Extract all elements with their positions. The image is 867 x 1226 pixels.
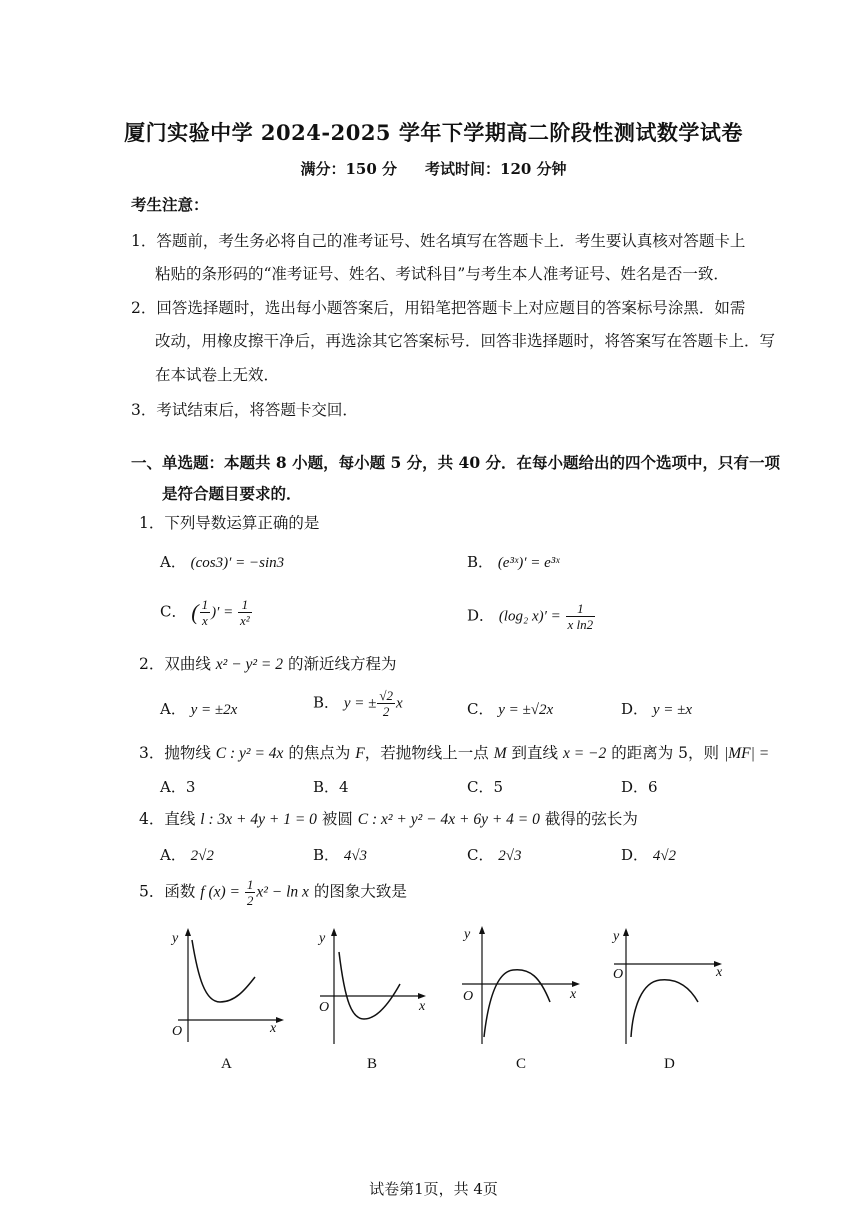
notice-item: 在本试卷上无效．	[155, 366, 280, 384]
notice-item: 1．答题前，考生务必将自己的准考证号、姓名填写在答题卡上．考生要认真核对答题卡上	[131, 232, 746, 250]
option-label: B．	[467, 553, 494, 571]
q3-option-b: B．4	[313, 778, 349, 796]
notice-item: 2．回答选择题时，选出每小题答案后，用铅笔把答题卡上对应题目的答案标号涂黑．如需	[131, 299, 746, 317]
exam-info	[0, 158, 867, 179]
q4-stem: 4．直线 l : 3x + 4y + 1 = 0 被圆 C : x² + y² − 4x + 6y + 4 = 0 截得的弦长为	[139, 810, 638, 828]
q3-option-a: A．3	[160, 778, 196, 796]
fraction: $\frac{1}{\text{x ln2}}$	[567, 601, 594, 632]
q2-option-b: B． y = ± $\frac{√2}{2}$ x	[313, 688, 403, 719]
axis-y-label: y	[319, 931, 326, 946]
q4-option-c: C． 2√3	[467, 846, 522, 864]
q1-option-a	[160, 551, 284, 572]
section-heading-cont: 是符合题目要求的．	[162, 484, 302, 503]
q2-option-c: C． y = ±√2x	[467, 700, 554, 718]
axis-x-label: x	[419, 999, 426, 1014]
exam-title: 厦门实验中学 2024-2025 学年下学期高二阶段性测试数学试卷	[124, 120, 743, 145]
q2-option-d: D． y = ±x	[621, 700, 692, 718]
axis-x-label: x	[716, 965, 723, 980]
notice-item: 改动，用橡皮擦干净后，再选涂其它答案标号．回答非选择题时，将答案写在答题卡上．写	[155, 332, 776, 350]
axis-y-label: y	[464, 927, 471, 942]
option-label: A．	[160, 553, 186, 571]
q1-stem: 1．下列导数运算正确的是	[139, 514, 320, 532]
q4-option-d: D． 4√2	[621, 846, 677, 864]
origin-label: O	[463, 989, 474, 1004]
graph-label-c: C	[516, 1056, 527, 1072]
section-heading: 一、单选题：本题共 8 小题，每小题 5 分，共 40 分．在每小题给出的四个选项中，只有一项	[131, 453, 781, 472]
fraction: $\frac{1}{x}$	[201, 597, 209, 628]
origin-label: O	[319, 1000, 330, 1015]
graph-label-d: D	[664, 1056, 675, 1072]
axis-x-label: x	[270, 1021, 277, 1036]
graph-c	[458, 922, 588, 1047]
fraction: $\frac{√2}{2}$	[379, 688, 393, 719]
graph-b	[312, 922, 437, 1047]
fraction: $\frac{1}{\text{x²}}$	[240, 597, 250, 628]
option-label: D．	[467, 606, 495, 625]
graph-d	[610, 922, 735, 1047]
option-formula: (log₂ x)′ =	[498, 608, 565, 625]
notice-item: 粘贴的条形码的“准考证号、姓名、考试科目”与考生本人准考证号、姓名是否一致．	[155, 265, 729, 283]
option-formula: (e³ˣ)′ = e³ˣ	[497, 555, 560, 571]
q1-option-b	[467, 551, 559, 572]
q4-option-b: B． 4√3	[313, 846, 368, 864]
q3-option-c: C．5	[467, 778, 504, 796]
origin-label: O	[613, 967, 624, 982]
page-footer: 试卷第1页，共 4页	[369, 1180, 498, 1198]
q2-stem: 2．双曲线 x² − y² = 2 的渐近线方程为	[139, 655, 397, 673]
option-formula: (cos3)′ = −sin3	[190, 555, 285, 571]
axis-y-label: y	[613, 929, 620, 944]
q2-option-a: A． y = ±2x	[160, 700, 238, 718]
graph-a	[160, 922, 290, 1047]
graph-label-a: A	[221, 1056, 232, 1072]
exam-time: 考试时间：120 分钟	[425, 160, 567, 178]
notice-item: 3．考试结束后，将答题卡交回．	[131, 401, 358, 419]
axis-y-label: y	[172, 931, 179, 946]
axis-x-label: x	[570, 987, 577, 1002]
full-score: 满分：150 分	[300, 160, 397, 178]
q1-option-c: C． ( $\frac{1}{x}$ )′ = $\frac{1}{\text{x²}}$	[160, 597, 250, 628]
option-label: C．	[160, 602, 187, 621]
origin-label: O	[172, 1024, 183, 1039]
fraction: $\frac{1}{2}$	[246, 877, 254, 908]
q5-stem: 5．函数 f (x) = $\frac{1}{2}$ x² − ln x 的图象大致是	[139, 877, 407, 908]
q1-option-d	[467, 601, 596, 632]
graph-label-b: B	[367, 1056, 378, 1072]
q3-stem: 3．抛物线 C : y² = 4x 的焦点为 F，若抛物线上一点 M 到直线 x = −2 的距离为 5，则 |MF| =	[139, 744, 770, 762]
q4-option-a: A． 2√2	[160, 846, 214, 864]
q3-option-d: D．6	[621, 778, 658, 796]
notice-heading: 考生注意：	[131, 195, 209, 214]
